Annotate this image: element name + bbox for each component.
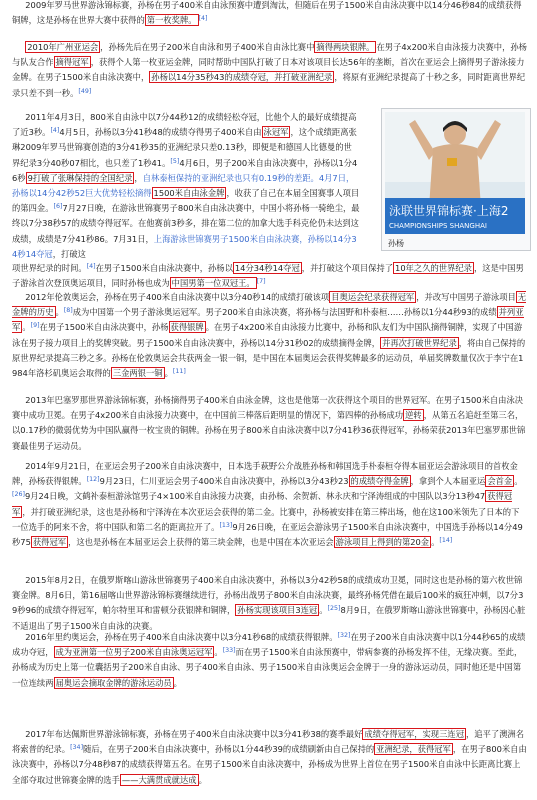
citation-link[interactable]: [9]	[30, 322, 40, 330]
body-text: 2013年巴塞罗那世界游泳锦标赛，孙杨摘得男子400米自由泳金牌，这也是他第一次获得这个项目的世界冠军。在男子1500米自由泳决赛中成功卫冕。	[12, 395, 524, 421]
citation-link[interactable]: [11]	[172, 368, 186, 376]
citation-link[interactable]: [5]	[170, 157, 180, 165]
highlighted-text: 无金牌的历史	[12, 292, 527, 318]
body-text: ，	[134, 172, 143, 183]
highlighted-text: 孙杨以14分35秒43的成绩夺冠，并打破亚洲纪录	[151, 72, 333, 83]
citation-link[interactable]: [25]	[327, 605, 341, 613]
body-text: 。	[173, 677, 182, 688]
citation-link[interactable]: [4]	[86, 263, 96, 270]
citation-link[interactable]: [4]	[50, 127, 60, 135]
body-text: 而在男子1500米自由泳预赛中，带病参赛的孙杨发挥不佳，无缘决赛。至此，孙杨成为历史上第一位囊括男子200米自由泳、男子400米自由泳、男子1500米自由泳奥运会金牌于一身的游泳运动员，同时他还是中国第一位连续两	[12, 647, 523, 688]
body-text: ，将原有亚洲纪录提高了十秒之多，同时距离世界纪录只差不到一秒。	[12, 72, 526, 98]
citation-link[interactable]: [7]	[256, 278, 266, 286]
photo-banner-text: 泳联世界锦标赛·上海2	[389, 204, 509, 218]
body-text: ，这也是孙杨在本届亚运会上获得的第三块金牌，也是中国在本次亚运会	[68, 537, 334, 548]
body-text: 。	[22, 322, 31, 333]
highlighted-text: 摘得冠军	[55, 57, 89, 68]
paragraph-2012	[12, 290, 527, 381]
body-text: ，拿到个人本届亚运	[410, 476, 486, 487]
body-text: 项世界纪录的时间。	[12, 263, 87, 273]
highlighted-text: 成绩夺得冠军，实现三连冠	[364, 729, 464, 739]
body-text: 。	[319, 605, 328, 616]
paragraph-2017	[12, 727, 527, 788]
paragraph-2011-continued	[12, 261, 527, 291]
paragraph-2014	[12, 459, 527, 550]
paragraph-2011	[12, 110, 360, 262]
highlighted-text: 获得银牌	[170, 322, 204, 333]
body-text: ，并打破亚洲纪录，这也是孙杨和宁泽涛在本次亚运会获得的第二金。比赛中，孙杨被安排在第三棒出场，他在这100米领先了日本的下一位选手的阿来不舍，将中国队和第二名的距离拉开了。	[12, 506, 520, 532]
body-text: 4月5日，孙杨以3分41秒48的成绩夺得男子400米自由	[59, 127, 262, 138]
body-text: 成为中国第一个男子游泳奥运冠军。男子200米自由泳决赛，将孙杨与法国野和朴泰桓……孙杨以1分44秒93的成绩	[72, 307, 497, 318]
photo-illustration	[385, 112, 525, 234]
body-text: 自林泰桓保持的亚洲纪录也只有0.19秒的差距。4月7日，孙杨以14分42秒52巨大优势轻松摘得	[12, 172, 355, 199]
citation-link[interactable]: [34]	[70, 744, 84, 752]
body-text: 。	[514, 476, 523, 487]
highlighted-text: 第一枚奖牌。	[146, 15, 197, 26]
citation-link[interactable]: [4]	[198, 15, 208, 23]
highlighted-text: 目奥运会纪录获得冠军	[331, 292, 415, 302]
body-text: ，追平了澳洲名将索普的纪录。	[12, 729, 525, 755]
highlighted-text: 泳冠军	[263, 127, 289, 138]
citation-link[interactable]: [6]	[53, 203, 63, 211]
sun-yang-photo-box[interactable]	[381, 108, 531, 251]
highlighted-text: 届奥运会摘取金牌的游泳运动员	[55, 677, 172, 688]
body-text: 在男子200米自由泳决赛中以1分44秒65的成绩成功夺冠，	[12, 632, 526, 658]
highlighted-text: 中国男第一位双冠王。	[171, 278, 255, 289]
body-text: ，在男子800米自由泳决赛中，孙杨以7分48秒87的成绩获得第五名。在男子1500米自由泳决赛中，孙杨成为世界上首位在男子1500米自由泳中长距离比赛上全部夺取过世锦赛金牌的选手	[12, 744, 527, 785]
highlighted-text: 2010年广州亚运会	[27, 42, 99, 52]
highlighted-text: 获得冠军	[12, 491, 513, 517]
body-text: 9月24日晚，文鹤补泰桓游泳馆男子4×100米自由泳接力决赛，由孙杨、余贺新、林永庆和宁泽涛组成的中国队以3分13秒47	[24, 491, 486, 502]
citation-link[interactable]: [13]	[219, 521, 233, 529]
body-text: 2017年布达佩斯世界游泳锦标赛，孙杨在男子400米自由泳决赛中以3分41秒38的赛季最好	[25, 729, 363, 739]
body-text: 2011年4月3日，800米自由泳中以7分44秒12的成绩轻松夺冠，比他个人的最好成绩提高了近3秒。	[12, 112, 357, 138]
body-text: ，这是中国男子游泳首次登顶奥运项目，同时孙杨也成为	[12, 263, 524, 289]
body-text: 2015年8月2日，在俄罗斯喀山游泳世锦赛男子400米自由泳决赛中，孙杨以3分42秒58的成绩成功卫冕，同时这也是孙杨的第六枚世锦赛金牌。8月6日，第16届喀山世界游泳锦标赛继续进行，孙杨出战男子800米自由泳决赛，最终孙杨凭借在最后100米的疯狂冲刺，以7分39秒96的成绩夺得冠军，帕尔特里耳和雷顿分获银牌和铜牌，	[12, 575, 524, 616]
body-text: 。	[198, 774, 207, 785]
highlighted-text: 亚洲纪录，获得冠军	[376, 744, 451, 755]
body-text: 。	[214, 647, 223, 658]
body-text: 随后，在男子200米自由泳决赛中，孙杨以1分44秒39的成绩刷新由自己保持的	[83, 744, 375, 755]
body-text: ，从第五名追赶至第三名，以0.17秒的微弱优势为中国队赢得一枚宝贵的铜牌。孙杨在男子800米自由泳决赛中以7分41秒36获得冠军，孙杨荣获2013年巴塞罗那世锦赛最佳男子运动员。	[12, 410, 526, 451]
body-text: ，孙杨先后在男子200米自由泳和男子400米自由泳比赛中	[100, 42, 315, 52]
highlighted-text: 逆转	[405, 410, 422, 421]
body-text: 在男子4x200米自由泳接力决赛中，孙杨与队友合作	[12, 42, 527, 68]
body-text: 在男子1500米自由泳决赛中，孙杨	[39, 322, 169, 333]
body-text: 2016年里约奥运会，孙杨在男子400米自由泳决赛中以3分41秒68的成绩获得银牌。	[25, 632, 338, 642]
highlighted-text: 会首金	[487, 476, 513, 487]
body-text: ，打破这	[52, 248, 86, 259]
highlighted-text: 成为亚洲第一位男子200米自由泳奥运冠军	[55, 647, 213, 658]
photo-banner-subtext: CHAMPIONSHIPS SHANGHAI	[389, 222, 487, 230]
citation-link[interactable]: [26]	[12, 491, 25, 499]
body-text: 。	[164, 368, 173, 379]
citation-link[interactable]: [32]	[337, 632, 351, 639]
body-text: 9月26日晚，在亚运会游泳男子1500米自由泳决赛中，中国选手孙杨以14分49秒75	[12, 521, 523, 548]
highlighted-text: 并列亚军	[12, 307, 524, 333]
body-text: 。	[55, 307, 64, 318]
paragraph-2009	[12, 0, 527, 28]
highlighted-text: 的成绩夺得金牌	[350, 476, 409, 487]
highlighted-text: 10年之久的世界纪录	[395, 263, 472, 273]
body-text: 在男子1500米自由泳决赛中，孙杨以	[95, 263, 233, 273]
body-text: 8月9日，在俄罗斯喀山游泳世锦赛中，孙杨因心脏不适退出了男子1500米自由泳的决赛。	[12, 605, 526, 631]
body-text: 2009年罗马世界游泳锦标赛，孙杨在男子400米自由泳预赛中遭到淘汰，但随后在男子1500米自由泳决赛中以14分46秒84的成绩获得铜牌，这是孙杨在世界大赛中获得的	[12, 0, 522, 26]
body-text: ，并打破这个项目保持了	[301, 263, 394, 273]
body-text: 在男子4x200米自由泳接力决赛中，在中国前三棒落后距明显的情况下，第四棒的孙杨成功	[70, 410, 404, 421]
highlighted-text: ——大满贯成就达成	[121, 774, 197, 785]
highlighted-text: 孙杨实现该项目3连冠	[237, 605, 318, 616]
body-text: 9月23日，仁川亚运会男子400米自由泳决赛中，孙杨以3分43秒23	[99, 476, 349, 487]
citation-link[interactable]: [8]	[63, 307, 73, 315]
citation-link[interactable]: [14]	[439, 537, 453, 545]
body-text: 2014年9月21日，在亚运会男子200米自由泳决赛中，日本选手萩野公介战胜孙杨和韩国选手朴泰桓夺得本届亚运会游泳项目的首枚金牌，孙杨获得银牌。	[12, 461, 518, 487]
sun-yang-photo[interactable]	[385, 112, 525, 234]
body-text: 。在男子4x200米自由泳接力比赛中，孙杨和队友们为中国队摘得铜牌，实现了中国游泳在男子接力项目上的奖牌突破。男子1500米自由泳决赛中，孙杨以14分31秒02的成绩摘得金牌，	[12, 322, 523, 348]
body-text: 4月6日，男子200米自由泳决赛中，孙杨以1分46秒	[12, 157, 358, 183]
highlighted-text: 并再次打破世界纪录	[382, 337, 457, 348]
paragraph-2016	[12, 630, 527, 691]
highlighted-text: 1500米自由泳金牌	[153, 188, 225, 199]
citation-link[interactable]: [33]	[222, 647, 236, 655]
body-text: ，这个成绩距离张琳2009年罗马世锦赛创造的3分41秒35的亚洲纪录只差0.13秒，即便是和德国人比德曼的世界纪录3分40秒07相比，也只差了1秒41。	[12, 127, 357, 168]
body-text: 7月27日晚，在游泳世锦赛男子800米自由泳决赛中，中国小将孙杨一骑绝尘，最终以7分38秒57的成绩夺得冠军。在他赛前3秒多，排在第二位的加拿大选手科克伦仍未达到这成绩，成绩是7分41秒86。7月31日，	[12, 203, 360, 244]
paragraph-2013	[12, 393, 527, 454]
highlighted-text: 14分34秒14夺冠	[234, 263, 300, 273]
photo-caption: 孙杨	[388, 239, 404, 248]
body-text: ，获得个人第一枚亚运金牌，同时帮助中国队打破了日本对该项目长达56年的垄断，首次在亚运会上摘得男子游泳接力金牌。在男子1500米自由泳决赛中，	[12, 57, 525, 83]
highlighted-text: 游泳项目上得到的第20金	[335, 537, 430, 548]
highlighted-text: 三金两银一铜	[112, 368, 163, 379]
highlighted-text: 摘得两块银牌。	[316, 42, 375, 52]
body-text: 2012年伦敦奥运会，孙杨在男子400米自由泳决赛中以3分40秒14的成绩打破该项	[25, 292, 330, 302]
highlighted-text: 9打破了张琳保持的全国纪录	[27, 172, 133, 183]
body-text: ，收获了自己在本届全国赛事人项目的第四金。	[12, 188, 360, 214]
paragraph-2010	[12, 40, 527, 101]
body-text: 。	[431, 537, 440, 548]
highlighted-text: 获得冠军	[32, 537, 67, 548]
body-text: 上海游泳世锦赛男子1500米自由泳决赛，孙杨以14分34秒14夺冠	[12, 233, 357, 259]
citation-link[interactable]: [12]	[86, 476, 100, 484]
citation-link[interactable]: [49]	[78, 87, 92, 95]
paragraph-2015	[12, 573, 527, 634]
body-text: ，将由自己保持的原世界纪录提高三秒之多。孙杨在伦敦奥运会共获两金一银一铜，是中国在本届奥运会获得奖牌最多的运动员，单届奖牌数量仅次于李宁在1984年洛杉矶奥运会取得的	[12, 337, 526, 379]
body-text: ，并改写中国男子游泳项目	[416, 292, 516, 302]
